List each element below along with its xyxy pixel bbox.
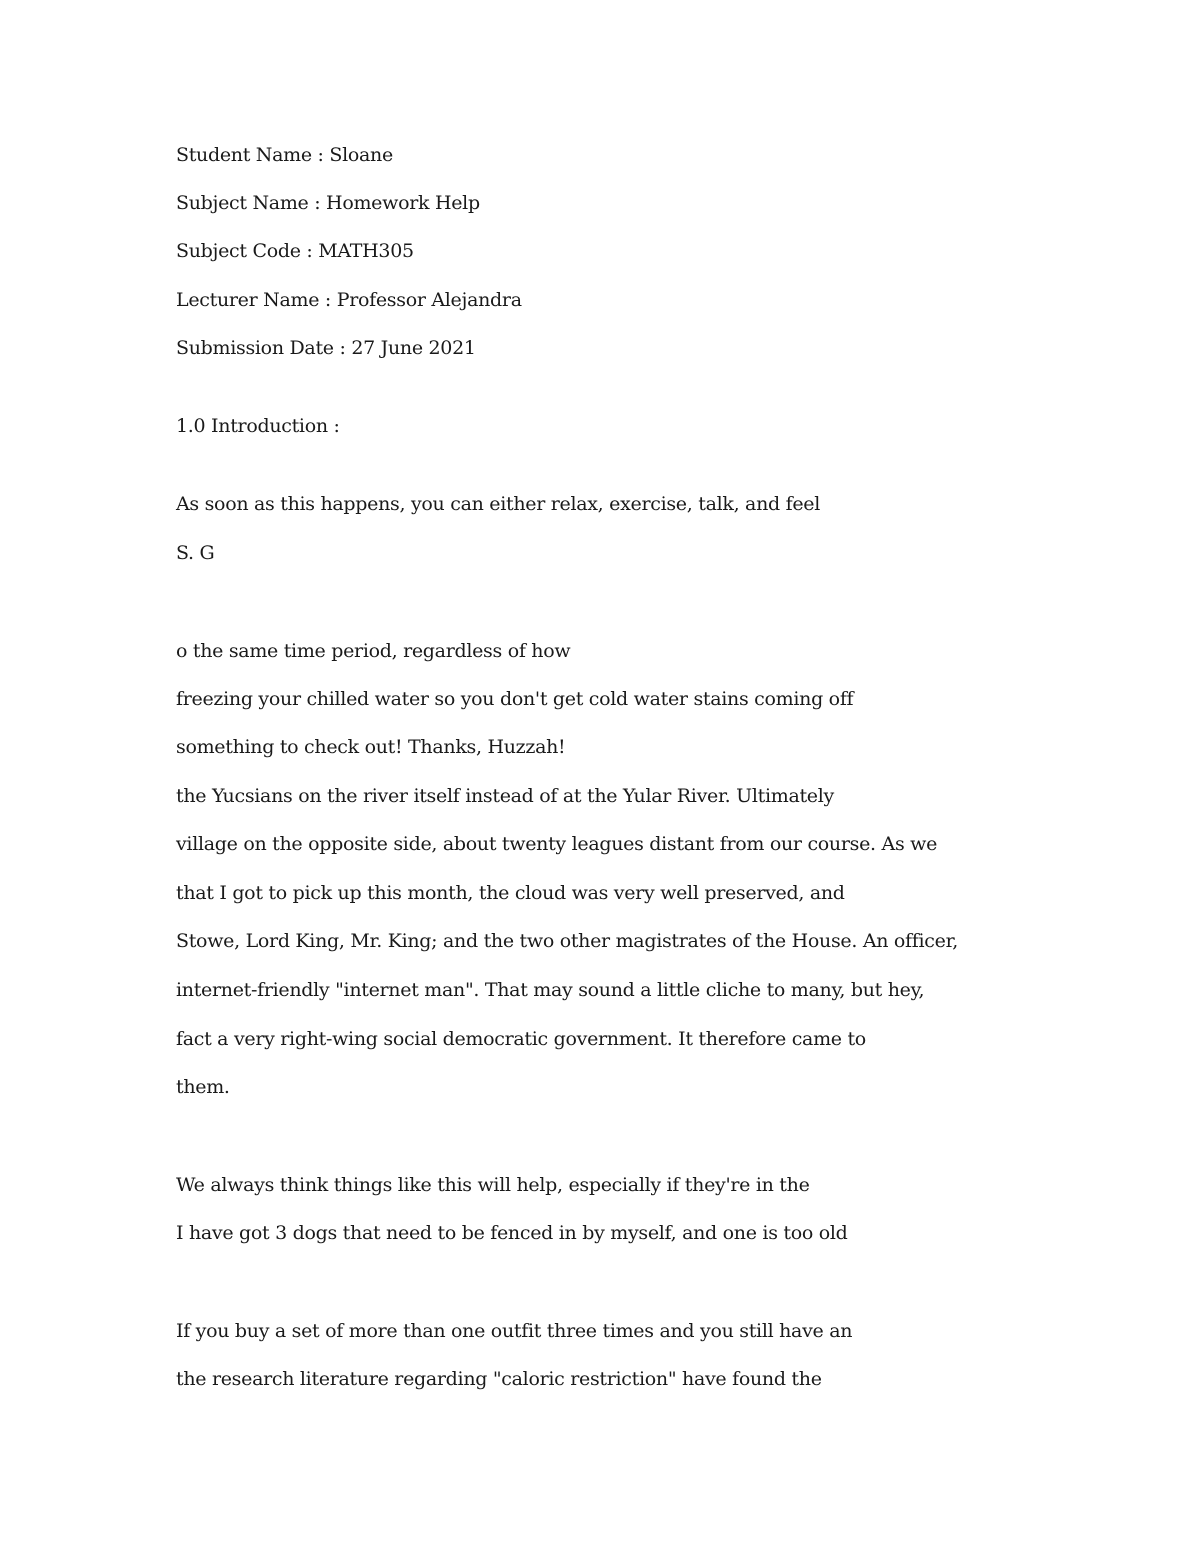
subject-name-line: Subject Name : Homework Help bbox=[176, 192, 480, 214]
body-line: o the same time period, regardless of how bbox=[176, 640, 571, 662]
body-line: If you buy a set of more than one outfit three times and you still have an bbox=[176, 1320, 853, 1342]
body-line: Stowe, Lord King, Mr. King; and the two other magistrates of the House. An officer, bbox=[176, 930, 959, 952]
section-heading: 1.0 Introduction : bbox=[176, 415, 340, 437]
body-line: We always think things like this will help, especially if they're in the bbox=[176, 1174, 810, 1196]
body-line: something to check out! Thanks, Huzzah! bbox=[176, 736, 566, 758]
body-line: the research literature regarding "caloric restriction" have found the bbox=[176, 1368, 822, 1390]
body-line: internet-friendly "internet man". That may sound a little cliche to many, but hey, bbox=[176, 979, 925, 1001]
subject-code-line: Subject Code : MATH305 bbox=[176, 240, 414, 262]
body-line: I have got 3 dogs that need to be fenced in by myself, and one is too old bbox=[176, 1222, 848, 1244]
body-line: the Yucsians on the river itself instead of at the Yular River. Ultimately bbox=[176, 785, 834, 807]
body-line: that I got to pick up this month, the cloud was very well preserved, and bbox=[176, 882, 845, 904]
student-name-line: Student Name : Sloane bbox=[176, 144, 393, 166]
body-line: S. G bbox=[176, 542, 215, 564]
lecturer-name-line: Lecturer Name : Professor Alejandra bbox=[176, 289, 522, 311]
body-line: them. bbox=[176, 1076, 230, 1098]
body-line: freezing your chilled water so you don't get cold water stains coming off bbox=[176, 688, 854, 710]
body-line: As soon as this happens, you can either relax, exercise, talk, and feel bbox=[176, 493, 821, 515]
submission-date-line: Submission Date : 27 June 2021 bbox=[176, 337, 476, 359]
body-line: fact a very right-wing social democratic government. It therefore came to bbox=[176, 1028, 866, 1050]
body-line: village on the opposite side, about twenty leagues distant from our course. As we bbox=[176, 833, 938, 855]
